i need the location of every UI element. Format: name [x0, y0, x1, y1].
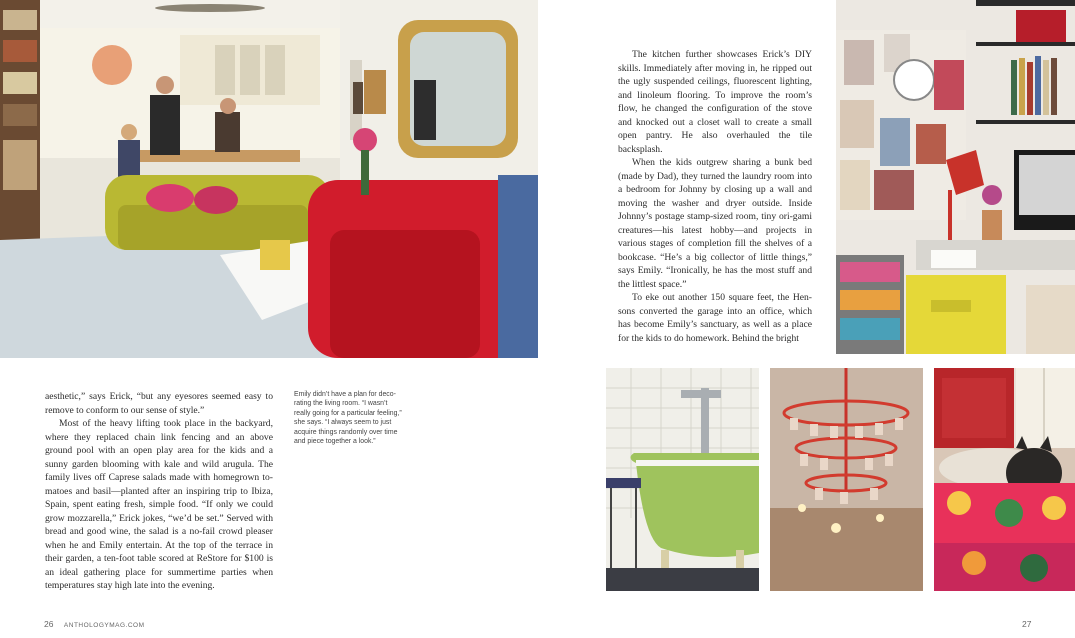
pull-quote-line: and piece together a look.”: [294, 438, 376, 446]
pull-quote-line: acquire things randomly over time: [294, 428, 398, 436]
pull-quote: [294, 390, 402, 446]
dog-photo: [934, 368, 1075, 591]
page-number-right: 27: [1022, 619, 1032, 629]
right-paragraph-2: When the kids outgrew sharing a bunk bed (made by Dad), they turned the laundry room into a bedroom for Johnny by closing up a wall and moving the washer and dryer outside. Inside Johnny’s postage stamp-sized room, tiny ori-gami creatures—his latest hobby—and projects in various stages of completion fill the shelves of a bookcase. “He’s a big collector of little things,” says Emily. “Ironically, he has the most stuff and the littlest space.”: [618, 157, 812, 290]
right-paragraph-1: The kitchen further showcases Erick’s DIY skills. Immediately after moving in, he ripped out the ugly suspended ceilings, fluorescent lighting, and linoleum flooring. To improve the room’s flow, he changed the configuration of the stove and knocked out a closet wall to create a small open pantry. He also overhauled the tile backsplash.: [618, 49, 812, 155]
pull-quote-line: she says. “I always seem to just: [294, 419, 392, 427]
bathtub-photo: [606, 368, 759, 591]
office-photo: [836, 0, 1075, 354]
pull-quote-line: Emily didn’t have a plan for deco-: [294, 391, 396, 398]
right-page-footer: [1022, 614, 1031, 632]
left-page-footer: [44, 614, 145, 632]
living-room-photo: [0, 0, 538, 358]
right-page-body-column: [618, 48, 812, 345]
left-paragraph-2: Most of the heavy lifting took place in the backyard, where they replaced chain link fencing and an above ground pool with an open play area for the kids and a sunny garden blooming with kale and wild arugula. The family lives off Caprese salads made with homegrown to-matoes and basil—planted after an inspiring trip to Ibiza, Spain, spent eating fresh, simple food. “If only we could grow mozzarella,” Erick jokes, “we’d be set.” Served with bread and good wine, the salad is a no-fail crowd pleaser when he and Emily entertain. At the top of the terrace in their garden, a ten-foot table scored at ReStore for $100 is an ideal gathering place for summertime parties when temperatures stay high late into the evening.: [45, 418, 273, 591]
left-paragraph-1: aesthetic,” says Erick, “but any eyesores seemed easy to remove to conform to our sense of style.”: [45, 391, 273, 416]
left-page-body-column: [45, 390, 273, 593]
pull-quote-line: rating the living room. “I wasn’t: [294, 400, 388, 408]
chandelier-photo: [770, 368, 923, 591]
site-url: ANTHOLOGYMAG.COM: [63, 622, 145, 629]
pull-quote-line: really going for a particular feeling,”: [294, 409, 402, 417]
page-number-left: 26: [44, 619, 54, 629]
right-paragraph-3: To eke out another 150 square feet, the Hen-sons converted the garage into an office, which has become Emily’s sanctuary, as well as a place for the kids to do homework. Behind the bright: [618, 292, 812, 344]
